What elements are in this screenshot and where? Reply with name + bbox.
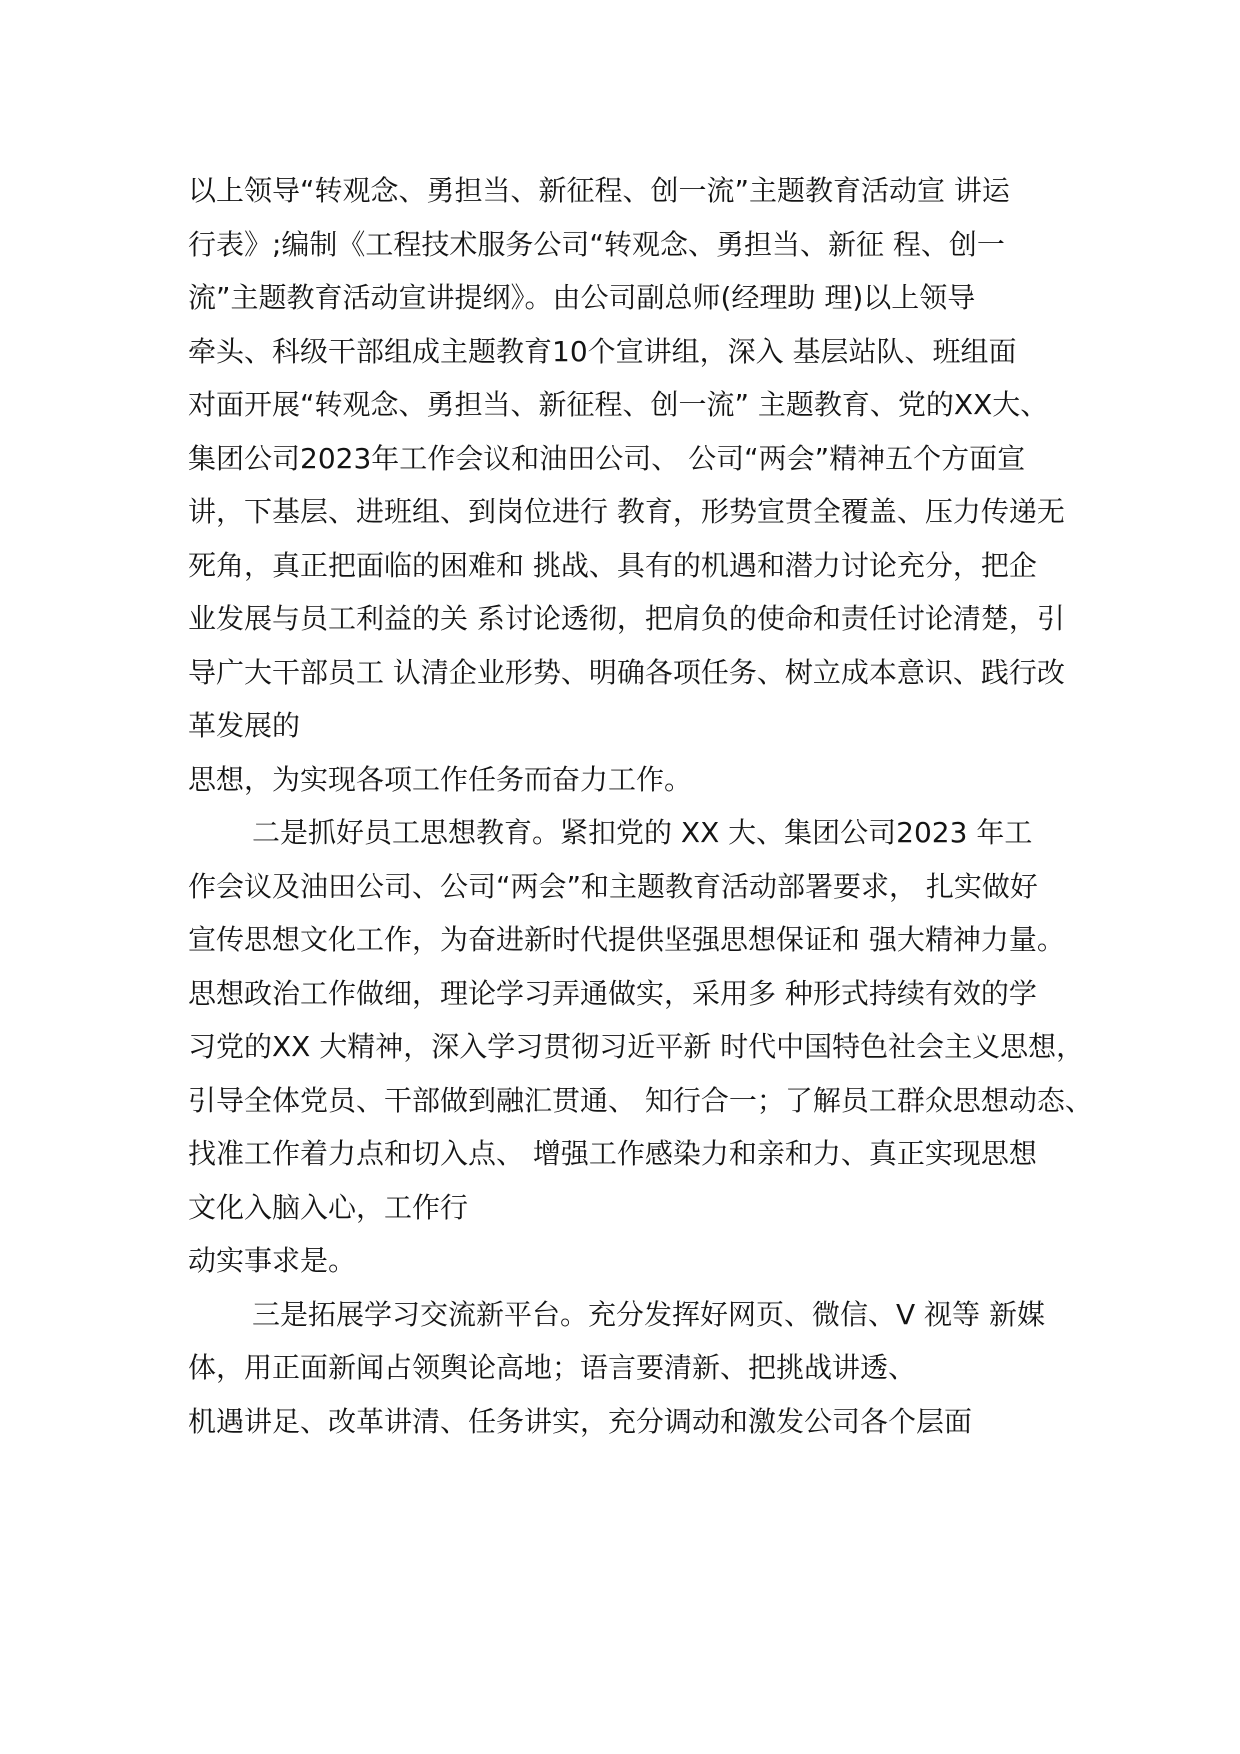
text-line: 文化入脑入心，工作行 [188,1190,469,1224]
text-line: 体，用正面新闻占领舆论高地；语言要清新、把挑战讲透、 [188,1351,917,1384]
text-line: 革发展的 [188,709,301,742]
text-line: 作会议及油田公司、公司“两会”和主题教育活动部署要求， 扎实做好 [188,869,1038,903]
text-line: 思想政治工作做细，理论学习弄通做实，采用多 种形式持续有效的学 [188,976,1037,1010]
text-line: 业发展与员工利益的关 系讨论透彻，把肩负的使命和责任讨论清楚，引 [188,602,1065,635]
paragraph-2 [188,806,1093,1288]
paragraph-1 [188,164,1088,806]
document-body [188,164,1093,1448]
paragraph-3 [188,1288,1088,1449]
text-line: 流”主题教育活动宣讲提纲》。由公司副总师(经理助 理)以上领导 [188,281,976,314]
text-line: 动实事求是。 [188,1244,357,1277]
text-line: 宣传思想文化工作，为奋进新时代提供坚强思想保证和 强大精神力量。 [188,923,1065,956]
text-line: 机遇讲足、改革讲清、任务讲实，充分调动和激发公司各个层面 [188,1404,973,1438]
text-line: 导广大干部员工 认清企业形势、明确各项任务、树立成本意识、践行改 [188,655,1065,689]
text-line: 以上领导“转观念、勇担当、新征程、创一流”主题教育活动宣 讲运 [188,174,1010,207]
text-line: 找准工作着力点和切入点、 增强工作感染力和亲和力、真正实现思想 [188,1137,1037,1170]
text-line: 讲，下基层、进班组、到岗位进行 教育，形势宣贯全覆盖、压力传递无 [188,495,1065,528]
text-line: 二是抓好员工思想教育。紧扣党的 XX 大、集团公司2023 年工 [252,816,1033,849]
text-line: 习党的XX 大精神，深入学习贯彻习近平新 时代中国特色社会主义思想， [188,1030,1085,1063]
text-line: 集团公司2023年工作会议和油田公司、 公司“两会”精神五个方面宣 [188,441,1026,475]
text-line: 行表》;编制《工程技术服务公司“转观念、勇担当、新征 程、创一 [188,227,1005,261]
text-line: 三是拓展学习交流新平台。充分发挥好网页、微信、V 视等 新媒 [252,1297,1045,1331]
text-line: 思想，为实现各项工作任务而奋力工作。 [188,762,693,796]
text-line: 死角，真正把面临的困难和 挑战、具有的机遇和潜力讨论充分，把企 [188,548,1037,582]
text-line: 牵头、科级干部组成主题教育10个宣讲组，深入 基层站队、班组面 [188,334,1017,368]
text-line: 引导全体党员、干部做到融汇贯通、 知行合一；了解员工群众思想动态、 [188,1083,1093,1117]
text-line: 对面开展“转观念、勇担当、新征程、创一流” 主题教育、党的XX大、 [188,388,1049,421]
